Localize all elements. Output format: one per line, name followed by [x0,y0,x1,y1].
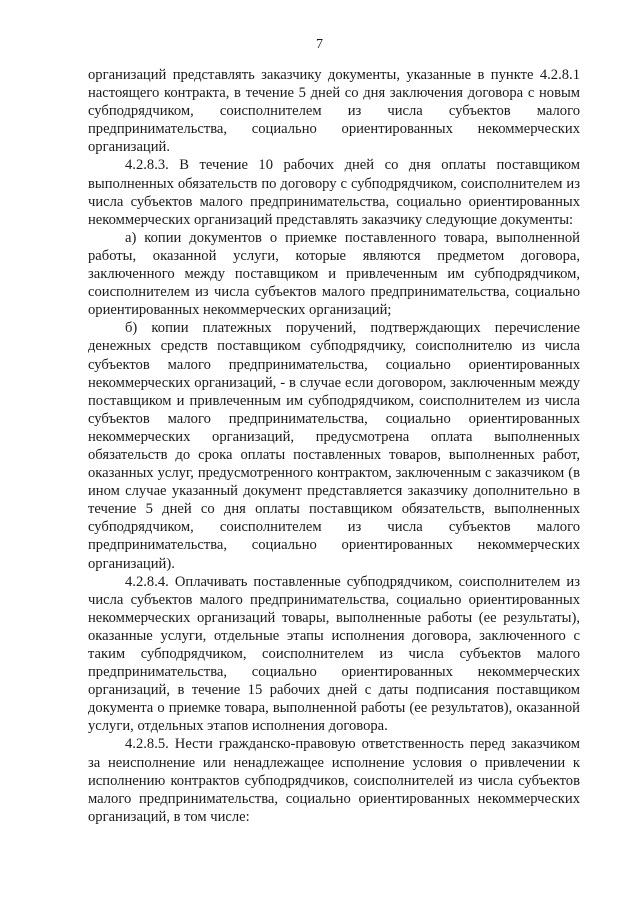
page-number: 7 [316,37,323,52]
paragraph-continuation: организаций представлять заказчику документы, указанные в пункте 4.2.8.1 настоящего контракта, в течение 5 дней со дня заключения договора с новым субподрядчиком, соисполнителем из числа субъектов малого предпринимательства, социально ориентированных некоммерческих организаций. [88,67,580,156]
paragraph-item-a: а) копии документов о приемке поставленного товара, выполненной работы, оказанной услуги, которые являются предметом договора, заключенного между поставщиком и привлеченным им субподрядчиком, соисполнителем из числа субъектов малого предпринимательства, социально ориентированных некоммерческих организаций; [88,229,580,319]
paragraph-clause-4-2-8-4: 4.2.8.4. Оплачивать поставленные субподрядчиком, соисполнителем из числа субъектов малого предпринимательства, социально ориентированных некоммерческих организаций товары, выполненные работы (ее результаты), оказанные услуги, отдельные этапы исполнения договора, заключенного с таким субподрядчиком, соисполнителем из числа субъектов малого предпринимательства, социально ориентированных некоммерческих организаций, в течение 15 рабочих дней с даты подписания поставщиком документа о приемке товара, выполненной работы (ее результатов), оказанной услуги, отдельных этапов исполнения договора. [88,573,580,735]
document-body [88,66,580,826]
paragraph-item-b: б) копии платежных поручений, подтверждающих перечисление денежных средств поставщиком субподрядчику, соисполнителю из числа субъектов малого предпринимательства, социально ориентированных некоммерческих организаций, - в случае если договором, заключенным между поставщиком и привлеченным им субподрядчиком, соисполнителем из числа субъектов малого предпринимательства, социально ориентированных некоммерческих организаций, предусмотрена оплата выполненных обязательств до срока оплаты поставленных товаров, выполненных работ, оказанных услуг, предусмотренного контрактом, заключенным с заказчиком (в ином случае указанный документ представляется заказчику дополнительно в течение 5 дней со дня оплаты поставщиком обязательств, выполненных субподрядчиком, соисполнителем из числа субъектов малого предпринимательства, социально ориентированных некоммерческих организаций). [88,320,580,572]
paragraph-clause-4-2-8-5: 4.2.8.5. Нести гражданско-правовую ответственность перед заказчиком за неисполнение или ненадлежащее исполнение условия о привлечении к исполнению контрактов субподрядчиков, соисполнителей из числа субъектов малого предпринимательства, социально ориентированных некоммерческих организаций, в том числе: [88,736,580,825]
paragraph-clause-4-2-8-3: 4.2.8.3. В течение 10 рабочих дней со дня оплаты поставщиком выполненных обязательств по договору с субподрядчиком, соисполнителем из числа субъектов малого предпринимательства, социально ориентированных некоммерческих организаций представлять заказчику следующие документы: [88,157,580,228]
